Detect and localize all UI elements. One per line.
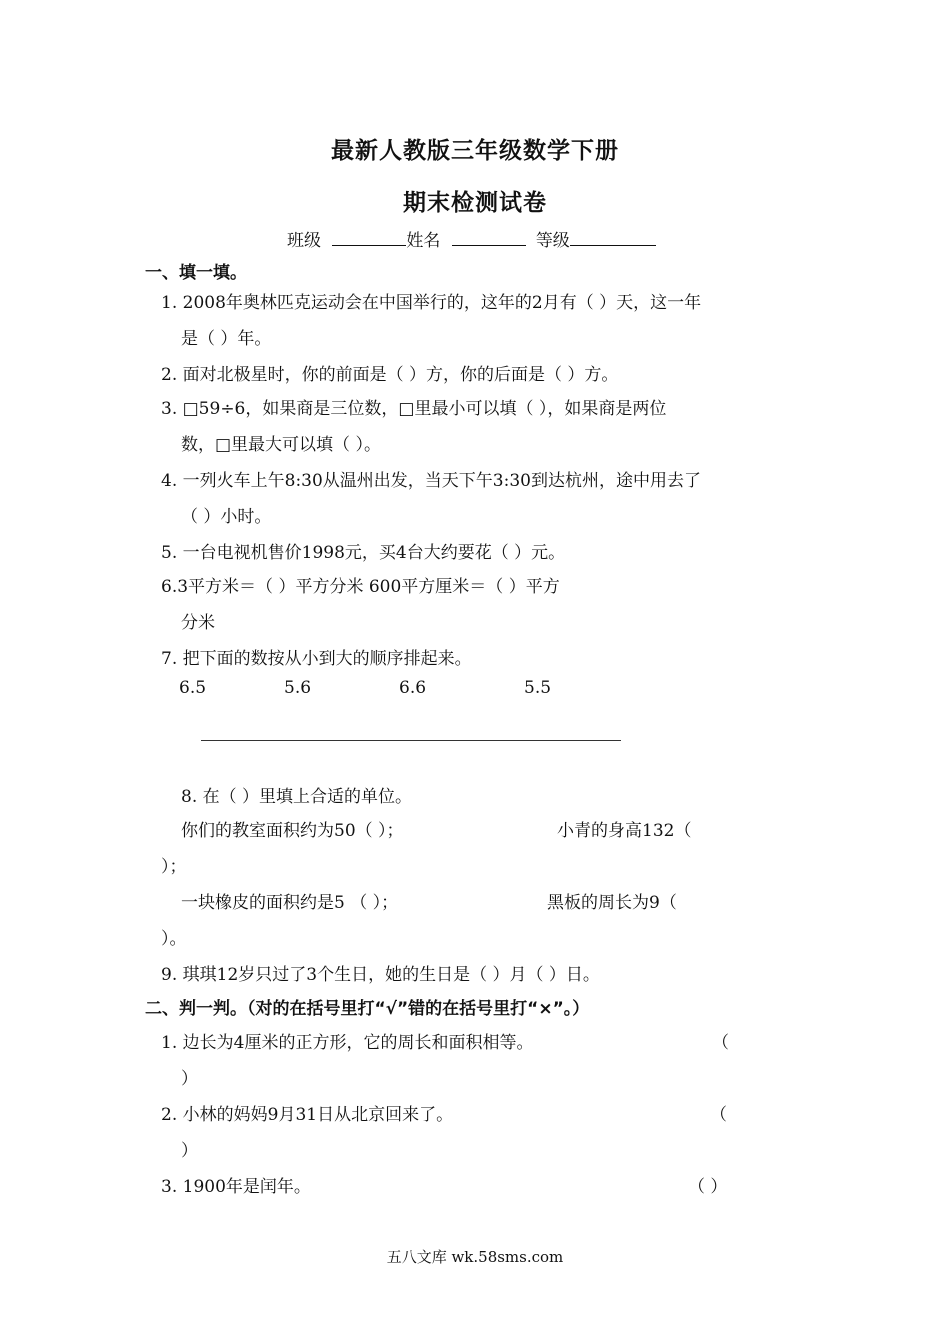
class-label: 班级	[287, 231, 321, 251]
page-title: 最新人教版三年级数学下册	[331, 137, 619, 164]
judge-question-2: 2. 小林的妈妈9月31日从北京回来了。	[161, 1105, 454, 1125]
judge-2-paren-close: ）	[181, 1141, 198, 1161]
judge-question-1: 1. 边长为4厘米的正方形，它的周长和面积相等。	[161, 1033, 534, 1053]
question-8a: 你们的教室面积约为50（ ）；	[181, 821, 404, 841]
question-2: 2. 面对北极星时，你的前面是（ ）方，你的后面是（ ）方。	[161, 365, 619, 385]
question-5: 5. 一台电视机售价1998元，买4台大约要花（ ）元。	[161, 543, 566, 563]
grade-blank[interactable]	[570, 229, 656, 246]
question-9: 9. 琪琪12岁只过了3个生日，她的生日是（ ）月（ ）日。	[161, 965, 600, 985]
class-blank[interactable]	[332, 229, 406, 246]
section-2-heading: 二、判一判。（对的在括号里打“√”错的在括号里打“×”。）	[145, 999, 590, 1019]
grade-label: 等级	[535, 231, 570, 251]
question-6-line-2: 分米	[181, 613, 215, 633]
answer-line[interactable]	[201, 740, 621, 741]
q7-number: 6.5	[179, 678, 207, 698]
name-label: 姓名	[406, 231, 441, 251]
question-8c: 一块橡皮的面积约是5 （ ）；	[181, 893, 399, 913]
question-4-line-1: 4. 一列火车上午8:30从温州出发，当天下午3:30到达杭州，途中用去了	[161, 471, 701, 491]
student-info-line	[287, 226, 656, 251]
question-1-line-2: 是（ ）年。	[181, 329, 272, 349]
name-blank[interactable]	[452, 229, 526, 246]
question-8: 8. 在（ ）里填上合适的单位。	[181, 787, 413, 807]
question-3-line-2: 数，□里最大可以填（ ）。	[181, 435, 381, 455]
judge-question-3: 3. 1900年是闰年。	[161, 1177, 311, 1197]
question-3-line-1: 3. □59÷6，如果商是三位数，□里最小可以填（ ），如果商是两位	[161, 399, 667, 419]
question-1-line-1: 1. 2008年奥林匹克运动会在中国举行的，这年的2月有（ ）天，这一年	[161, 293, 702, 313]
question-8b: 小青的身高132（	[557, 821, 692, 841]
footer-watermark: 五八文库 wk.58sms.com	[386, 1248, 564, 1266]
question-6-line-1: 6.3平方米＝（ ）平方分米 600平方厘米＝（ ）平方	[161, 577, 560, 597]
judge-1-paren-open[interactable]: （	[712, 1033, 729, 1053]
q7-number: 6.6	[399, 678, 427, 698]
question-7: 7. 把下面的数按从小到大的顺序排起来。	[161, 649, 472, 669]
judge-1-paren-close: ）	[181, 1069, 198, 1089]
judge-2-paren-open[interactable]: （	[710, 1105, 727, 1125]
page-subtitle: 期末检测试卷	[403, 189, 547, 216]
question-8d-end: ）。	[161, 929, 187, 949]
question-8d: 黑板的周长为9（	[547, 893, 677, 913]
section-1-heading: 一、填一填。	[145, 263, 247, 283]
question-8b-end: ）；	[161, 857, 187, 877]
q7-number: 5.6	[284, 678, 312, 698]
q7-number: 5.5	[524, 678, 552, 698]
judge-3-paren[interactable]: （ ）	[688, 1177, 728, 1197]
question-4-line-2: （ ）小时。	[181, 507, 272, 527]
